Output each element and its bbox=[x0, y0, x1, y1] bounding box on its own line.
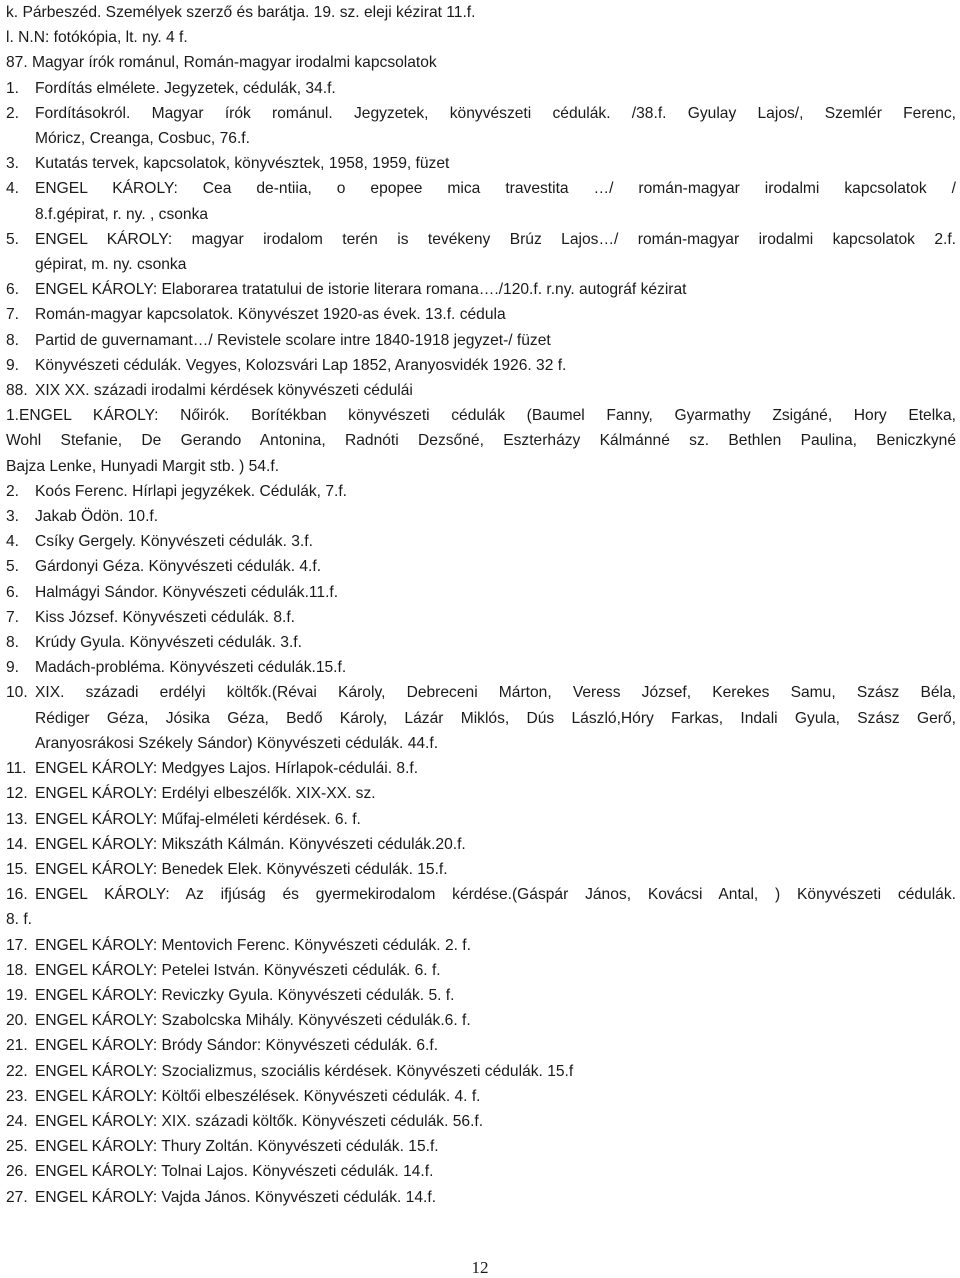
item-number: 24. bbox=[6, 1112, 28, 1130]
item-number: 6. bbox=[6, 281, 20, 299]
item-text: ENGEL KÁROLY: Szabolcska Mihály. Könyvészeti cédulák.6. f. bbox=[35, 1012, 471, 1030]
item-text: Aranyosrákosi Székely Sándor) Könyvészeti cédulák. 44.f. bbox=[35, 734, 439, 752]
item-number: 8. bbox=[6, 634, 20, 652]
text-line bbox=[6, 76, 956, 101]
item-text: ENGEL KÁROLY: Cea de-ntiia, o epopee mica travestita …/ román-magyar irodalmi kapcsolatok / bbox=[35, 180, 956, 198]
item-number: 15. bbox=[6, 860, 28, 878]
item-number: 8. bbox=[6, 331, 20, 349]
item-number: 10. bbox=[6, 684, 28, 702]
item-number: 17. bbox=[6, 936, 28, 954]
text-line bbox=[6, 933, 956, 958]
item-number: 2. bbox=[6, 104, 20, 122]
item-number: 9. bbox=[6, 659, 20, 677]
text-line bbox=[6, 832, 956, 857]
item-number: 4. bbox=[6, 180, 20, 198]
item-number: 22. bbox=[6, 1062, 28, 1080]
text-line bbox=[6, 1109, 956, 1134]
text-line bbox=[6, 1033, 956, 1058]
item-text: Fordítás elmélete. Jegyzetek, cédulák, 34.f. bbox=[35, 79, 336, 97]
item-text: ENGEL KÁROLY: Erdélyi elbeszélők. XIX-XX. sz. bbox=[35, 785, 376, 803]
item-text: 8. f. bbox=[6, 911, 33, 929]
item-text: 8.f.gépirat, r. ny. , csonka bbox=[35, 205, 209, 223]
item-text: XIX. századi erdélyi költők.(Révai Károly, Debreceni Márton, Veress József, Kerekes Samu, Szász Béla, bbox=[35, 684, 956, 702]
item-text: Bajza Lenke, Hunyadi Margit stb. ) 54.f. bbox=[6, 457, 280, 475]
text-line bbox=[6, 1134, 956, 1159]
text-line bbox=[6, 378, 956, 403]
item-number: 19. bbox=[6, 986, 28, 1004]
item-number: 25. bbox=[6, 1138, 28, 1156]
item-number: 26. bbox=[6, 1163, 28, 1181]
text-line bbox=[6, 983, 956, 1008]
item-text: Csíky Gergely. Könyvészeti cédulák. 3.f. bbox=[35, 533, 313, 551]
text-line bbox=[6, 0, 956, 25]
item-text: Partid de guvernamant…/ Revistele scolare intre 1840-1918 jegyzet-/ füzet bbox=[35, 331, 551, 349]
item-text: ENGEL KÁROLY: Tolnai Lajos. Könyvészeti cédulák. 14.f. bbox=[35, 1163, 434, 1181]
item-text: Rédiger Géza, Jósika Géza, Bedő Károly, Lázár Miklós, Dús László,Hóry Farkas, Indali Gyula, Szász Gerő, bbox=[35, 709, 956, 727]
text-line bbox=[6, 1008, 956, 1033]
item-text: ENGEL KÁROLY: XIX. századi költők. Könyvészeti cédulák. 56.f. bbox=[35, 1112, 484, 1130]
item-number: 20. bbox=[6, 1012, 28, 1030]
text-line bbox=[6, 630, 956, 655]
item-text: Román-magyar kapcsolatok. Könyvészet 1920-as évek. 13.f. cédula bbox=[35, 306, 506, 324]
item-text: Halmágyi Sándor. Könyvészeti cédulák.11.f. bbox=[35, 583, 339, 601]
text-line bbox=[6, 807, 956, 832]
item-text: Jakab Ödön. 10.f. bbox=[35, 508, 159, 526]
item-text: Könyvészeti cédulák. Vegyes, Kolozsvári Lap 1852, Aranyosvidék 1926. 32 f. bbox=[35, 356, 567, 374]
item-text: ENGEL KÁROLY: Elaborarea tratatului de istorie literara romana…./120.f. r.ny. autográf kézirat bbox=[35, 281, 687, 299]
item-number: 14. bbox=[6, 835, 28, 853]
text-line bbox=[6, 202, 956, 227]
text-line bbox=[6, 479, 956, 504]
item-number: 21. bbox=[6, 1037, 28, 1055]
item-number: 9. bbox=[6, 356, 20, 374]
text-line bbox=[6, 50, 956, 75]
text-line bbox=[6, 731, 956, 756]
text-line bbox=[6, 655, 956, 680]
item-number: 11. bbox=[6, 760, 27, 778]
item-number: 23. bbox=[6, 1087, 28, 1105]
item-text: Krúdy Gyula. Könyvészeti cédulák. 3.f. bbox=[35, 634, 302, 652]
text-line bbox=[6, 554, 956, 579]
text-line bbox=[6, 857, 956, 882]
text-line bbox=[6, 25, 956, 50]
text-line bbox=[6, 680, 956, 705]
item-text: Koós Ferenc. Hírlapi jegyzékek. Cédulák, 7.f. bbox=[35, 482, 348, 500]
item-number: 7. bbox=[6, 306, 20, 324]
item-number: 4. bbox=[6, 533, 20, 551]
item-text: ENGEL KÁROLY: Reviczky Gyula. Könyvészeti cédulák. 5. f. bbox=[35, 986, 455, 1004]
item-text: ENGEL KÁROLY: Szocializmus, szociális kérdések. Könyvészeti cédulák. 15.f bbox=[35, 1062, 574, 1080]
item-text: ENGEL KÁROLY: Mikszáth Kálmán. Könyvészeti cédulák.20.f. bbox=[35, 835, 466, 853]
text-line bbox=[6, 101, 956, 126]
item-text: Móricz, Creanga, Cosbuc, 76.f. bbox=[35, 130, 250, 148]
text-line bbox=[6, 1159, 956, 1184]
item-text: l. N.N: fotókópia, lt. ny. 4 f. bbox=[6, 29, 188, 47]
item-text: Fordításokról. Magyar írók románul. Jegyzetek, könyvészeti cédulák. /38.f. Gyulay Lajos/, Szemlér Ferenc, bbox=[35, 104, 956, 122]
text-line bbox=[6, 781, 956, 806]
page-number: 12 bbox=[471, 1258, 489, 1277]
item-number: 6. bbox=[6, 583, 20, 601]
text-line bbox=[6, 428, 956, 453]
item-text: ENGEL KÁROLY: Mentovich Ferenc. Könyvészeti cédulák. 2. f. bbox=[35, 936, 471, 954]
item-number: 18. bbox=[6, 961, 28, 979]
item-text: ENGEL KÁROLY: magyar irodalom terén is tevékeny Brúz Lajos…/ román-magyar irodalmi kapcsolatok 2.f. bbox=[35, 230, 956, 248]
item-number: 5. bbox=[6, 230, 20, 248]
item-number: 27. bbox=[6, 1188, 28, 1206]
item-text: ENGEL KÁROLY: Költői elbeszélések. Könyvészeti cédulák. 4. f. bbox=[35, 1087, 481, 1105]
item-text: XIX XX. századi irodalmi kérdések könyvészeti cédulái bbox=[35, 382, 413, 400]
item-number: 3. bbox=[6, 508, 20, 526]
item-number: 88. bbox=[6, 382, 28, 400]
item-text: ENGEL KÁROLY: Benedek Elek. Könyvészeti cédulák. 15.f. bbox=[35, 860, 448, 878]
item-number: 2. bbox=[6, 482, 20, 500]
item-number: 5. bbox=[6, 558, 20, 576]
item-text: ENGEL KÁROLY: Vajda János. Könyvészeti cédulák. 14.f. bbox=[35, 1188, 437, 1206]
text-line bbox=[6, 605, 956, 630]
text-line bbox=[6, 756, 956, 781]
item-text: ENGEL KÁROLY: Az ifjúság és gyermekirodalom kérdése.(Gáspár János, Kovácsi Antal, ) Könyvészeti cédulák. bbox=[35, 886, 956, 904]
item-text: ENGEL KÁROLY: Medgyes Lajos. Hírlapok-cédulái. 8.f. bbox=[35, 760, 419, 778]
text-line bbox=[6, 277, 956, 302]
item-text: ENGEL KÁROLY: Thury Zoltán. Könyvészeti cédulák. 15.f. bbox=[35, 1138, 439, 1156]
text-line bbox=[6, 958, 956, 983]
text-line bbox=[6, 302, 956, 327]
text-line bbox=[6, 403, 956, 428]
text-line bbox=[6, 504, 956, 529]
item-text: ENGEL KÁROLY: Petelei István. Könyvészeti cédulák. 6. f. bbox=[35, 961, 441, 979]
item-text: ENGEL KÁROLY: Műfaj-elméleti kérdések. 6. f. bbox=[35, 810, 361, 828]
text-line bbox=[6, 454, 956, 479]
item-number: 1. bbox=[6, 79, 20, 97]
text-line bbox=[6, 1084, 956, 1109]
item-text: ENGEL KÁROLY: Bródy Sándor: Könyvészeti cédulák. 6.f. bbox=[35, 1037, 439, 1055]
text-line bbox=[6, 882, 956, 907]
item-number: 12. bbox=[6, 785, 28, 803]
text-line bbox=[6, 353, 956, 378]
item-text: Kiss József. Könyvészeti cédulák. 8.f. bbox=[35, 608, 296, 626]
item-text: Madách-probléma. Könyvészeti cédulák.15.f. bbox=[35, 659, 347, 677]
text-line bbox=[6, 706, 956, 731]
item-text: Gárdonyi Géza. Könyvészeti cédulák. 4.f. bbox=[35, 558, 322, 576]
item-text: k. Párbeszéd. Személyek szerző és barátja. 19. sz. eleji kézirat 11.f. bbox=[6, 4, 476, 21]
text-line bbox=[6, 176, 956, 201]
text-line bbox=[6, 151, 956, 176]
item-number: 3. bbox=[6, 155, 20, 173]
item-text: 87. Magyar írók románul, Román-magyar irodalmi kapcsolatok bbox=[6, 54, 437, 72]
text-line bbox=[6, 227, 956, 252]
item-number: 13. bbox=[6, 810, 28, 828]
item-number: 7. bbox=[6, 608, 20, 626]
text-line bbox=[6, 529, 956, 554]
text-line bbox=[6, 126, 956, 151]
text-line bbox=[6, 1059, 956, 1084]
item-text: 1.ENGEL KÁROLY: Nőirók. Borítékban könyvészeti cédulák (Baumel Fanny, Gyarmathy Zsigáné, Hory Etelka, bbox=[6, 407, 956, 425]
text-line bbox=[6, 328, 956, 353]
text-line bbox=[6, 580, 956, 605]
text-line bbox=[6, 907, 956, 932]
item-text: Wohl Stefanie, De Gerando Antonina, Radnóti Dezsőné, Eszterházy Kálmánné sz. Bethlen Paulina, Beniczkyné bbox=[6, 432, 956, 450]
text-line bbox=[6, 1185, 956, 1210]
text-line bbox=[6, 252, 956, 277]
document-body bbox=[6, 0, 956, 1210]
item-text: gépirat, m. ny. csonka bbox=[35, 256, 187, 274]
item-number: 16. bbox=[6, 886, 28, 904]
item-text: Kutatás tervek, kapcsolatok, könyvésztek, 1958, 1959, füzet bbox=[35, 155, 450, 173]
